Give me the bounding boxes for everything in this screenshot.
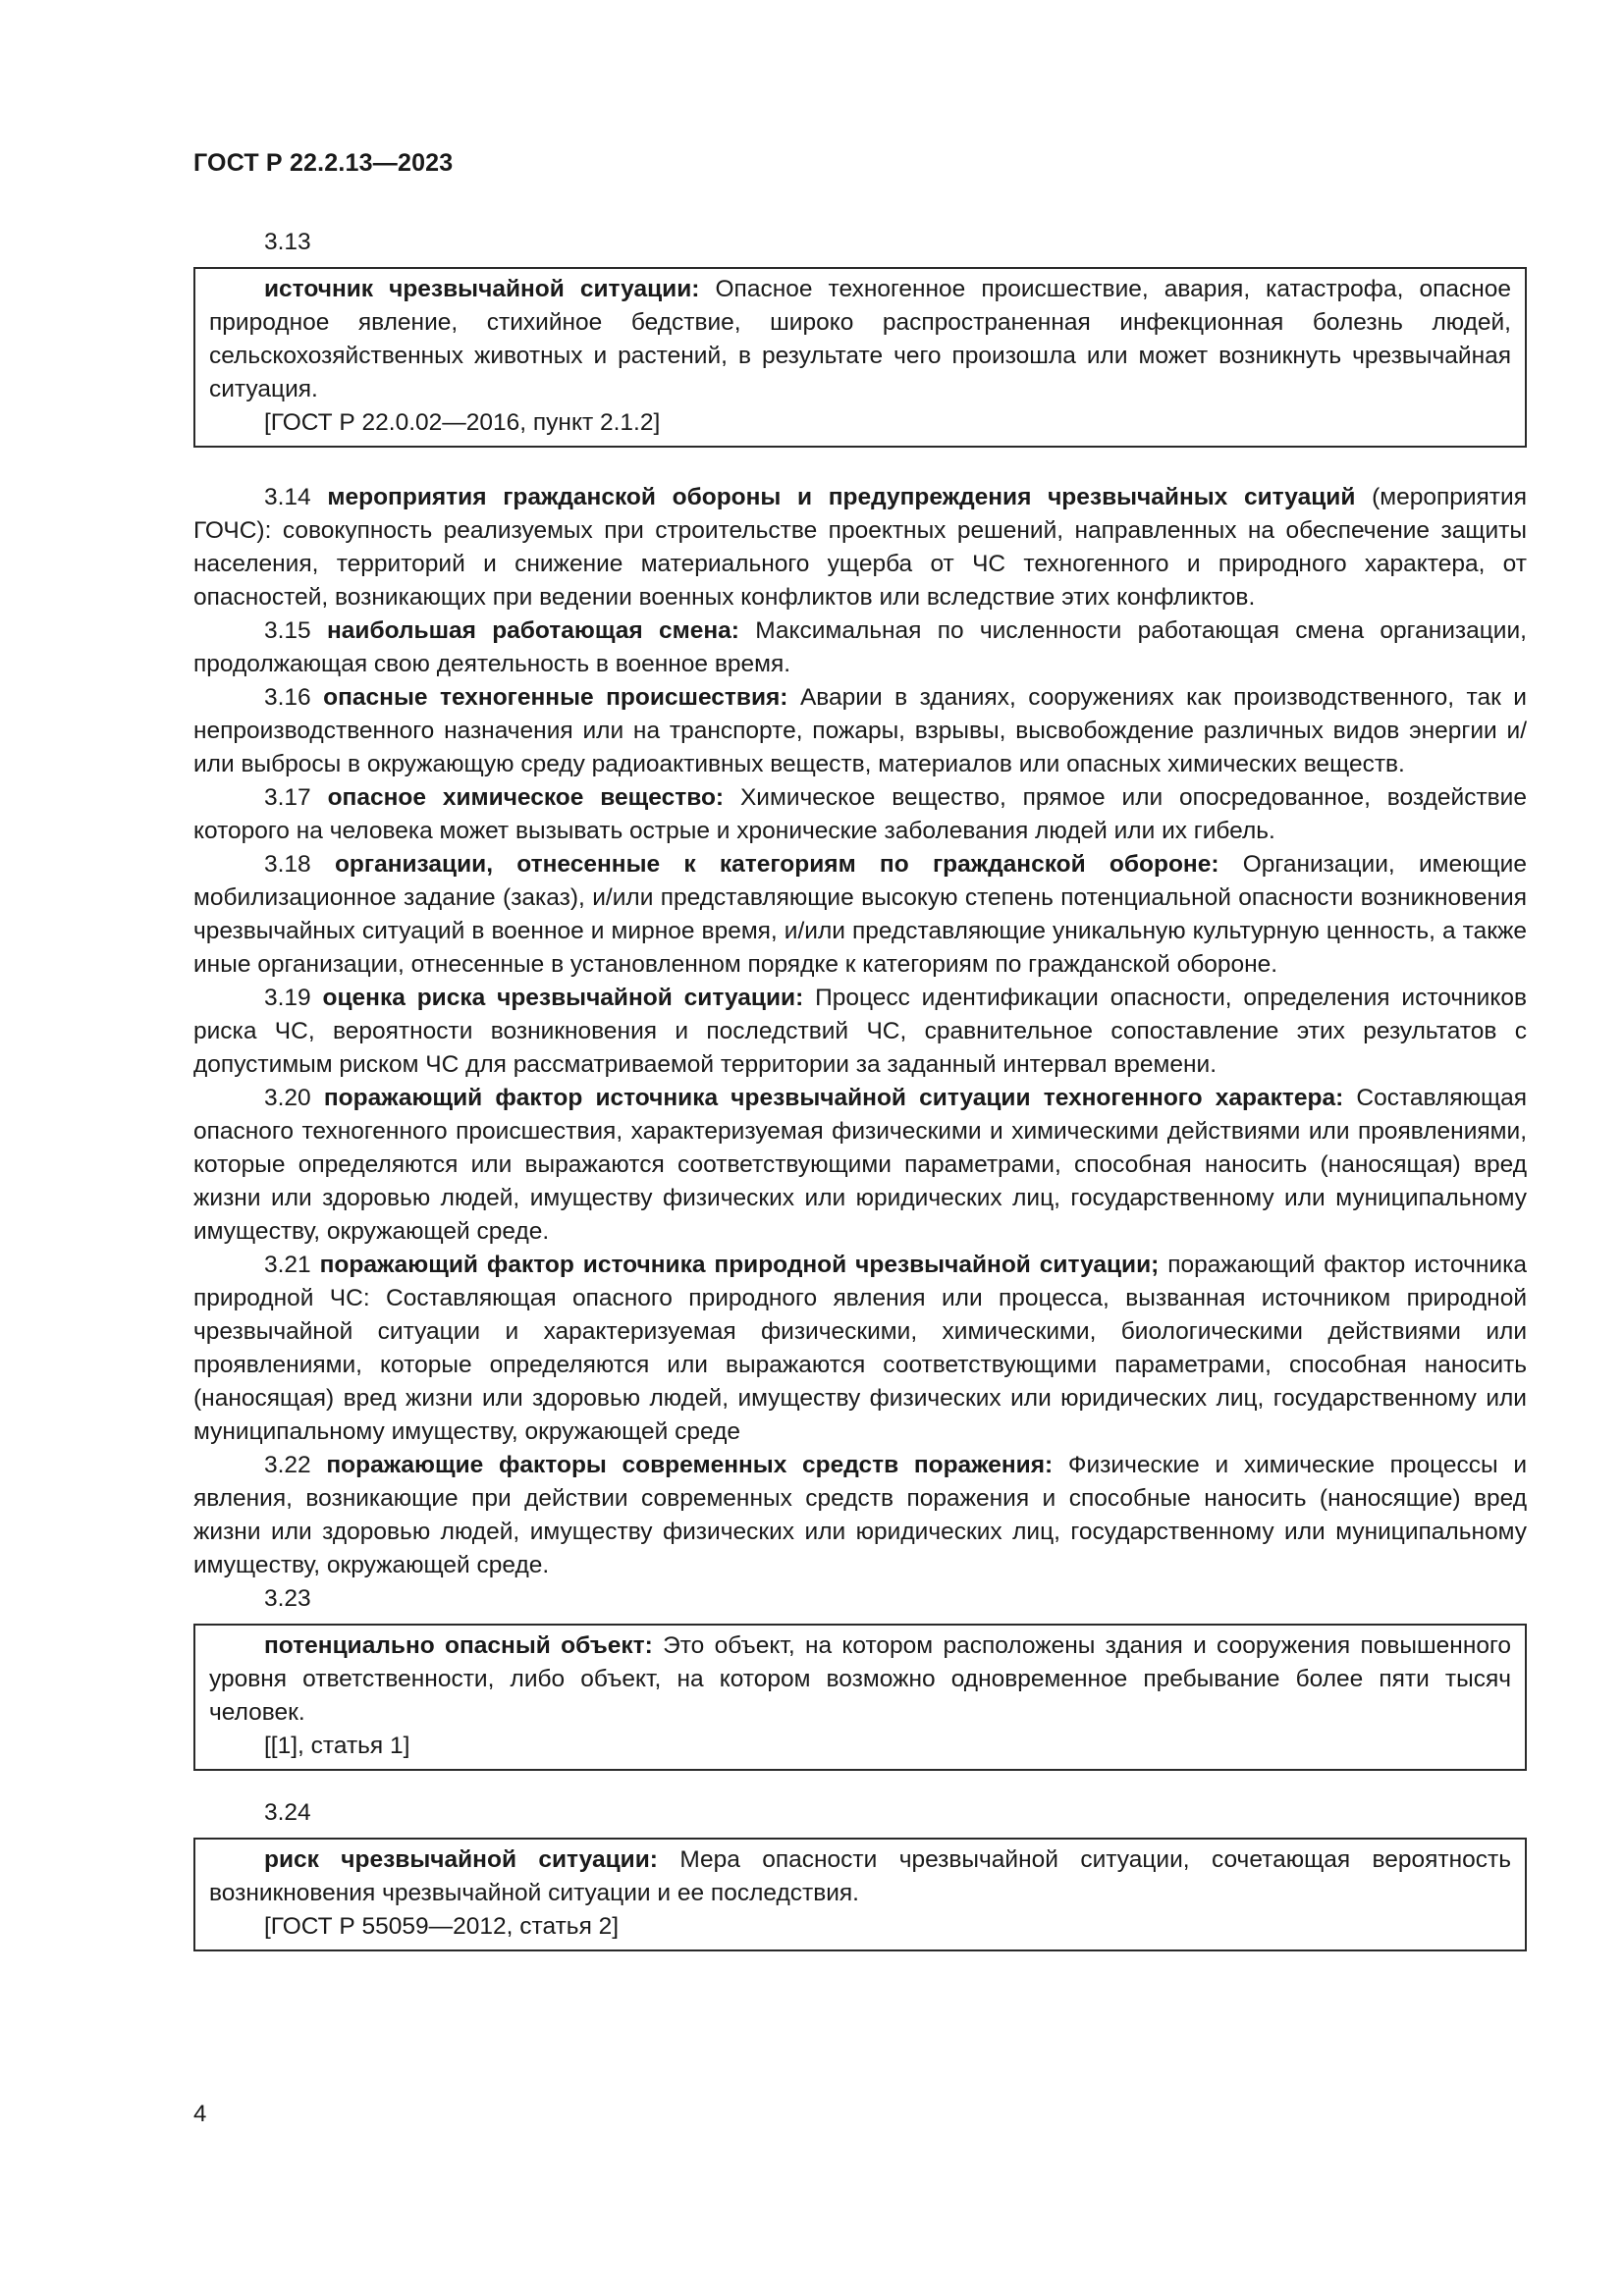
entry-number: 3.16 [264, 684, 324, 711]
entry-number: 3.19 [264, 985, 323, 1011]
term-title: мероприятия гражданской обороны и предупреждения чрезвычайных ситуаций [327, 484, 1356, 510]
term-paragraph-3-15 [193, 614, 1527, 681]
term-text: Физические и химические процессы и явления, возникающие при действии современных средств поражения и способные наносить (наносящие) вред жизни или здоровью людей, имуществу физических или юридических лиц, государственному или муниципальному имуществу, окружающей среде. [193, 1452, 1528, 1578]
term-box-3-13 [193, 267, 1527, 448]
term-paragraph-3-22 [193, 1449, 1527, 1582]
entry-number: 3.15 [264, 617, 327, 644]
entry-number: 3.20 [264, 1085, 324, 1111]
term-text: Это объект, на котором расположены здания и сооружения повышенного уровня ответственности, либо объект, на котором возможно одновременное пребывание более пяти тысяч человек. [209, 1632, 1512, 1726]
entry-number: 3.22 [264, 1452, 327, 1478]
term-text: Процесс идентификации опасности, определения источников риска ЧС, вероятности возникновения и последствий ЧС, сравнительное сопоставление этих результатов с допустимым риском ЧС для рассматриваемой территории за заданный интервал времени. [193, 985, 1527, 1078]
term-definition-3-13 [209, 273, 1511, 406]
term-box-3-23 [193, 1624, 1527, 1771]
term-text: Аварии в зданиях, сооружениях как производственного, так и непроизводственного назначения или на транспорте, пожары, взрывы, высвобождение различных видов энергии и/или выбросы в окружающую среду радиоактивных веществ, материалов или опасных химических веществ. [193, 684, 1527, 777]
term-title: поражающий фактор источника природной чрезвычайной ситуации; [319, 1252, 1160, 1278]
entry-number: 3.14 [264, 484, 328, 510]
term-paragraph-3-21 [193, 1249, 1527, 1449]
term-definition-3-23 [209, 1629, 1511, 1730]
term-paragraph-3-17 [193, 781, 1527, 848]
term-source-reference: [ГОСТ Р 55059—2012, статья 2] [264, 1913, 620, 1940]
term-title: потенциально опасный объект: [264, 1632, 653, 1659]
term-title: источник чрезвычайной ситуации: [264, 276, 700, 302]
term-title: риск чрезвычайной ситуации: [264, 1846, 658, 1873]
page-number: 4 [193, 2101, 207, 2127]
term-text: поражающий фактор источника природной ЧС: Составляющая опасного природного явления или процесса, вызванная источником природной чрезвычайной ситуации и характеризуемая физическими, химическими, биологическими действиями или проявлениями, которые определяются или выражаются соответствующими параметрами, способная наносить (наносящая) вред жизни или здоровью людей, имуществу физических или юридических лиц, государственному или муниципальному имуществу, окружающей среде [193, 1252, 1527, 1445]
term-text: Мера опасности чрезвычайной ситуации, сочетающая вероятность возникновения чрезвычайной ситуации и ее последствия. [209, 1846, 1512, 1906]
term-title: организации, отнесенные к категориям по гражданской обороне: [334, 851, 1219, 878]
term-title: опасные техногенные происшествия: [323, 684, 788, 711]
term-text: Составляющая опасного техногенного происшествия, характеризуемая физическими и химическими действиями или проявлениями, которые определяются или выражаются соответствующими параметрами, способная наносить (наносящая) вред жизни или здоровью людей, имуществу физических или юридических лиц, государственному или муниципальному имуществу, окружающей среде. [193, 1085, 1527, 1245]
term-definition-3-24 [209, 1843, 1511, 1910]
term-title: опасное химическое вещество: [327, 784, 725, 811]
term-title: оценка риска чрезвычайной ситуации: [322, 985, 804, 1011]
document-header: ГОСТ Р 22.2.13—2023 [193, 149, 454, 177]
entry-number-3-13: 3.13 [264, 229, 311, 255]
entry-number-3-23: 3.23 [264, 1585, 311, 1612]
term-box-3-24 [193, 1838, 1527, 1951]
entry-number-3-24: 3.24 [264, 1799, 311, 1826]
term-paragraph-3-20 [193, 1082, 1527, 1249]
term-text: (мероприятия ГОЧС): совокупность реализуемых при строительстве проектных решений, направленных на обеспечение защиты населения, территорий и снижение материального ущерба от ЧС техногенного и природного характера, от опасностей, возникающих при ведении военных конфликтов или вследствие этих конфликтов. [193, 484, 1527, 611]
term-paragraph-3-16 [193, 681, 1527, 781]
document-body [193, 226, 1527, 1965]
term-paragraph-3-19 [193, 982, 1527, 1082]
term-text: Опасное техногенное происшествие, авария, катастрофа, опасное природное явление, стихийное бедствие, широко распространенная инфекционная болезнь людей, сельскохозяйственных животных и растений, в результате чего произошла или может возникнуть чрезвычайная ситуация. [209, 276, 1511, 402]
term-title: наибольшая работающая смена: [326, 617, 739, 644]
term-source-reference: [[1], статья 1] [264, 1733, 410, 1759]
term-title: поражающие факторы современных средств поражения: [326, 1452, 1054, 1478]
term-text: Организации, имеющие мобилизационное задание (заказ), и/или представляющие высокую степень потенциальной опасности возникновения чрезвычайных ситуаций в военное и мирное время, и/или представляющие уникальную культурную ценность, а также иные организации, отнесенные в установленном порядке к категориям по гражданской обороне. [193, 851, 1527, 978]
term-title: поражающий фактор источника чрезвычайной ситуации техногенного характера: [323, 1085, 1344, 1111]
term-text: Максимальная по численности работающая смена организации, продолжающая свою деятельность в военное время. [193, 617, 1527, 677]
entry-number: 3.18 [264, 851, 335, 878]
term-paragraph-3-18 [193, 848, 1527, 982]
term-paragraph-3-14 [193, 481, 1527, 614]
entry-number: 3.21 [264, 1252, 320, 1278]
term-source-reference: [ГОСТ Р 22.0.02—2016, пункт 2.1.2] [264, 409, 661, 436]
term-text: Химическое вещество, прямое или опосредованное, воздействие которого на человека может вызывать острые и хронические заболевания людей или их гибель. [193, 784, 1527, 844]
entry-number: 3.17 [264, 784, 328, 811]
